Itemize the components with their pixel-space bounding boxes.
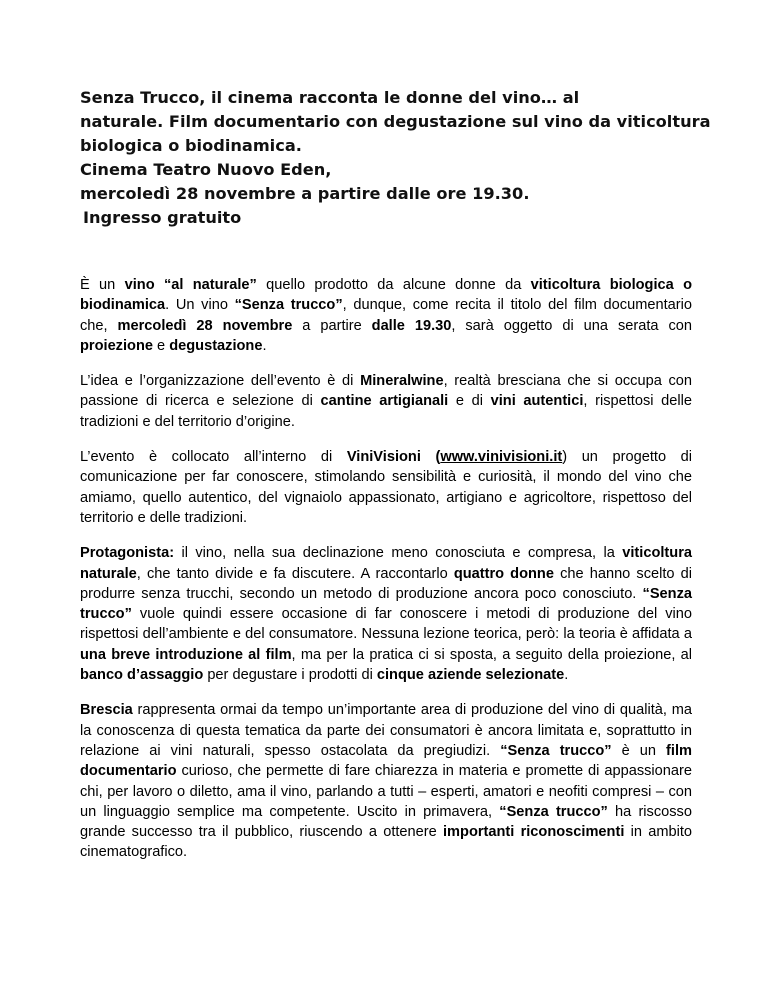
- text-span: .: [262, 337, 267, 354]
- bold-span: dalle 19.30: [371, 317, 452, 334]
- bold-span: una breve introduzione al film: [80, 646, 292, 663]
- bold-span: Protagonista:: [80, 545, 175, 562]
- text-span: L’evento è collocato all’interno di: [80, 449, 347, 466]
- text-span: e: [152, 337, 170, 354]
- bold-span: importanti riconoscimenti: [443, 824, 625, 841]
- text-span: , ma per la pratica ci si sposta, a seguito della proiezione, al: [291, 646, 692, 663]
- bold-span: proiezione: [80, 337, 153, 354]
- bold-span: mercoledì 28 novembre: [117, 317, 293, 334]
- text-span: ha riscosso grande successo tra il pubblico, riuscendo a ottenere: [80, 803, 692, 841]
- paragraph-protagonist: [80, 543, 692, 685]
- bold-span: Brescia: [80, 702, 133, 719]
- text-span: e di: [448, 393, 491, 410]
- bold-span: vini autentici: [490, 393, 584, 410]
- bold-span: “Senza trucco”: [499, 803, 608, 820]
- header-line-3: biologica o biodinamica.: [80, 136, 302, 155]
- header-line-1: Senza Trucco, il cinema racconta le donne del vino… al: [80, 88, 580, 107]
- text-span: .: [564, 667, 569, 684]
- event-header: [80, 86, 711, 230]
- text-span: è un: [611, 742, 667, 759]
- text-span: , sarà oggetto di una serata con: [451, 317, 692, 334]
- bold-span: quattro donne: [453, 565, 554, 582]
- bold-span: ViniVisioni: [346, 449, 421, 466]
- bold-span: vino “al naturale”: [124, 277, 257, 293]
- bold-span: ) un progetto di comunicazione per far conoscere, stimolando sensibilità e curiosità, il mondo del vino che amiamo, quello autentico, del vignaiolo appassionato, artigiano e agricoltore, rispettoso del territorio e delle tradizioni.: [80, 449, 692, 526]
- vinivisioni-link[interactable]: www.vinivisioni.it: [440, 449, 563, 466]
- text-span: L’idea e l’organizzazione dell’evento è di: [80, 373, 361, 390]
- bold-span: (: [420, 449, 441, 466]
- header-admission: Ingresso gratuito: [83, 208, 242, 227]
- text-span: rappresenta ormai da tempo un’importante area di produzione del vino di qualità, ma la conoscenza di questa tematica da parte dei consumatori è ancora limitata e, soprattutto in relazione ai vini naturali, spesso ostacolata da pregiudizi.: [80, 702, 692, 759]
- bold-span: viticoltura biologica o biodinamica: [80, 277, 692, 314]
- bold-span: cantine artigianali: [320, 393, 449, 410]
- text-span: per degustare i prodotti di: [203, 667, 377, 684]
- text-span: a partire: [292, 317, 372, 334]
- bold-span: “Senza trucco”: [500, 742, 612, 759]
- header-venue: Cinema Teatro Nuovo Eden,: [80, 160, 332, 179]
- text-span: , realtà bresciana che si occupa con passione di ricerca e selezione di: [80, 373, 692, 410]
- bold-span: Mineralwine: [360, 373, 444, 390]
- article-body: [80, 275, 692, 878]
- bold-span: “Senza trucco”: [80, 585, 692, 623]
- paragraph-organizer: [80, 371, 692, 432]
- bold-span: cinque aziende selezionate: [376, 667, 565, 684]
- paragraph-brescia: [80, 700, 692, 862]
- text-span: È un: [80, 277, 125, 293]
- paragraph-intro: [80, 275, 692, 356]
- text-span: curioso, che permette di fare chiarezza in materia e promette di appassionare chi, per lavoro o diletto, ama il vino, parlando a tutti – esperti, amatori e neofiti compresi – con un linguaggio semplice ma competente. Uscito in primavera,: [80, 763, 692, 820]
- bold-span: film documentario: [80, 742, 692, 780]
- text-span: , dunque, come recita il titolo del film documentario che,: [80, 297, 692, 334]
- bold-span: degustazione: [169, 337, 263, 354]
- text-span: , rispettosi delle tradizioni e del territorio d’origine.: [80, 393, 692, 430]
- bold-span: “Senza trucco”: [234, 297, 343, 314]
- bold-span: banco d’assaggio: [80, 667, 204, 684]
- text-span: che hanno scelto di produrre senza trucchi, secondo un metodo di produzione ancora poco conosciuto.: [80, 565, 692, 602]
- text-span: . Un vino: [165, 297, 235, 314]
- text-span: quello prodotto da alcune donne da: [256, 277, 531, 293]
- text-span: in ambito cinematografico.: [80, 824, 693, 861]
- text-span: vuole quindi essere occasione di far conoscere i metodi di produzione del vino rispettosi dell’ambiente e del consumatore. Nessuna lezione teorica, però: la teoria è affidata a: [80, 606, 692, 643]
- text-span: il vino, nella sua declinazione meno conosciuta e compresa, la: [174, 545, 623, 562]
- header-line-2: naturale. Film documentario con degustazione sul vino da viticoltura: [80, 112, 711, 131]
- text-span: , che tanto divide e fa discutere. A raccontarlo: [136, 565, 454, 582]
- bold-span: viticoltura naturale: [80, 545, 692, 582]
- paragraph-vinivisioni: [80, 447, 692, 528]
- header-date-time: mercoledì 28 novembre a partire dalle ore 19.30.: [80, 184, 530, 203]
